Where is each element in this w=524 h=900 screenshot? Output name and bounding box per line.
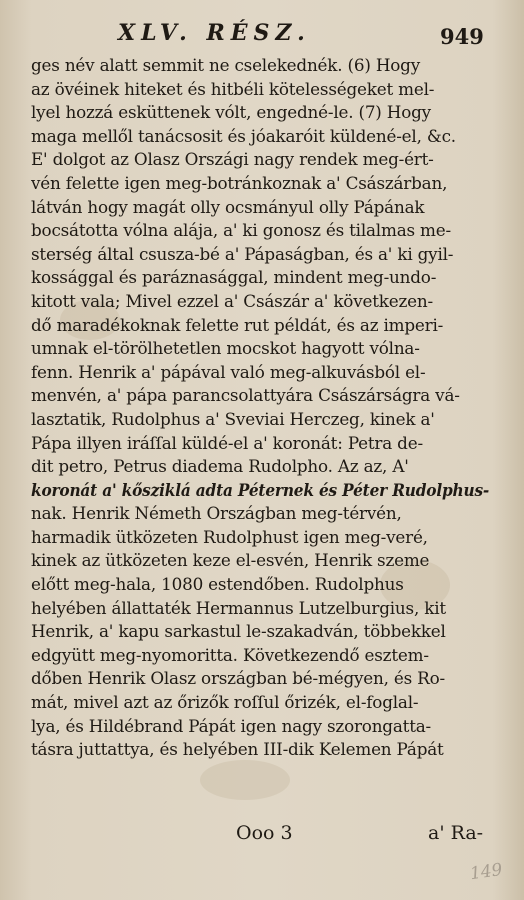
text-line: lasztatik, Rudolphus a' Sveviai Herczeg, kinek a' — [31, 408, 435, 429]
text-line: látván hogy magát olly ocsmányul olly Pápának — [31, 196, 425, 217]
main-text-block — [31, 54, 489, 762]
page-footer — [0, 822, 524, 852]
text-line: kitott vala; Mivel ezzel a' Császár a' következen- — [31, 290, 433, 311]
text-line: dő maradékoknak felette rut példát, és az imperi- — [31, 314, 444, 335]
running-title: XLV. RÉSZ. — [118, 20, 311, 46]
catchword: a' Ra- — [428, 822, 484, 844]
text-line: tásra juttattya, és helyében III-dik Kelemen Pápát — [31, 739, 444, 760]
text-line: Henrik, a' kapu sarkastul le-szakadván, többekkel — [31, 621, 446, 642]
text-line: fenn. Henrik a' pápával való meg-alkuvásból el- — [31, 361, 426, 382]
text-line: edgyütt meg-nyomoritta. Következendő esztem- — [31, 644, 429, 665]
text-line: előtt meg-hala, 1080 estendőben. Rudolphus — [31, 574, 404, 595]
text-line: kossággal és paráznasággal, mindent meg-undo- — [31, 267, 437, 288]
text-line: mát, mivel azt az őrizők roſſul őrizék, el-foglal- — [31, 692, 419, 713]
text-line: kinek az ütközeten keze el-esvén, Henrik szeme — [31, 550, 430, 571]
text-line: lyel hozzá esküttenek vólt, engedné-le. (7) Hogy — [31, 102, 431, 123]
text-line: maga mellől tanácsosit és jóakaróit küldené-el, &c. — [31, 125, 456, 146]
text-line: vén felette igen meg-botránkoznak a' Császárban, — [31, 172, 448, 193]
text-line: umnak el-törölhetetlen mocskot hagyott vólna- — [31, 338, 420, 359]
text-line: E' dolgot az Olasz Országi nagy rendek meg-ért- — [31, 149, 434, 170]
text-line: az övéinek hiteket és hitbéli kötelességeket mel- — [31, 78, 435, 99]
text-line: menvén, a' pápa parancsolattyára Császárságra vá- — [31, 385, 460, 406]
text-line: nak. Henrik Németh Országban meg-térvén, — [31, 503, 402, 524]
text-line: dit petro, Petrus diadema Rudolpho. Az az, A' — [31, 456, 409, 477]
signature-mark: Ooo 3 — [236, 822, 293, 844]
text-line: harmadik ütközeten Rudolphust igen meg-veré, — [31, 526, 428, 547]
text-line: helyében állattaték Hermannus Lutzelburgius, kit — [31, 597, 446, 618]
text-line: ges név alatt semmit ne cselekednék. (6) Hogy — [31, 55, 420, 75]
text-line: bocsátotta vólna alája, a' ki gonosz és tilalmas me- — [31, 220, 451, 241]
text-line: sterség által csusza-bé a' Pápaságban, és a' ki gyil- — [31, 243, 454, 264]
text-line: lya, és Hildébrand Pápát igen nagy szorongatta- — [31, 715, 432, 736]
pencil-note: 149 — [468, 859, 504, 885]
page-number: 949 — [440, 24, 484, 49]
text-line: dőben Henrik Olasz országban bé-mégyen, és Ro- — [31, 668, 445, 689]
text-line: Pápa illyen iráſſal küldé-el a' koronát: Petra de- — [31, 432, 423, 453]
page-header — [0, 16, 524, 50]
text-line: koronát a' kősziklá adta Péternek és Péter Rudolphus- — [31, 479, 490, 500]
paper-stain — [200, 760, 290, 800]
